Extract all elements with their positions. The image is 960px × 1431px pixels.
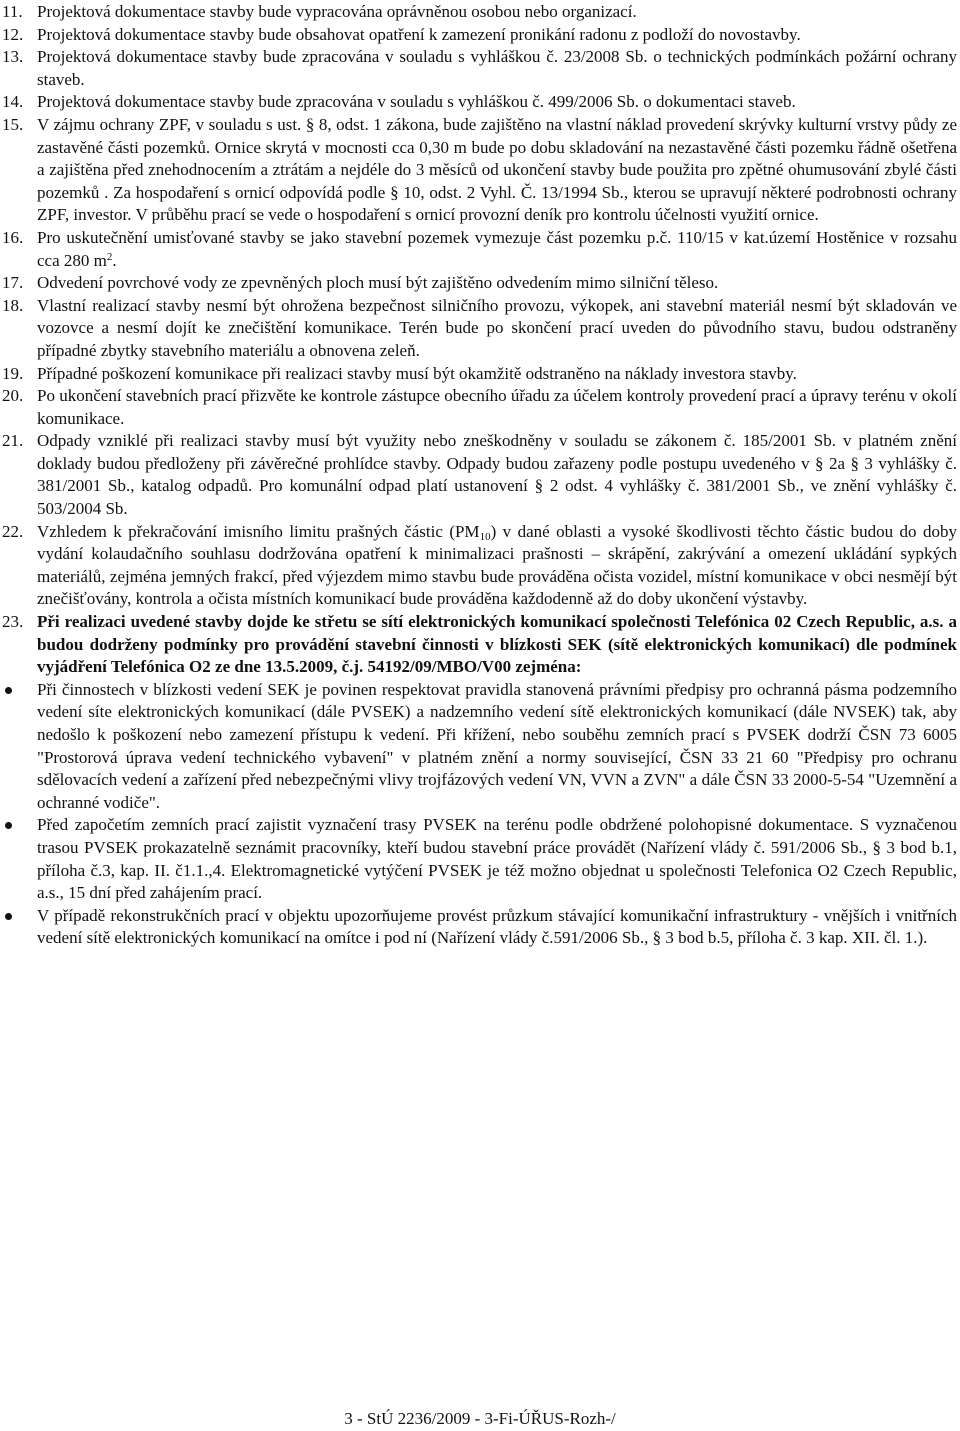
conditions-list bbox=[2, 1, 957, 679]
item-text-part: . bbox=[112, 250, 117, 270]
list-item bbox=[2, 385, 957, 430]
list-item bbox=[2, 295, 957, 363]
item-text-part: Pro uskutečnění umisťované stavby se jako stavební pozemek vymezuje část pozemku p.č. 110/15 v kat.území Hostěnice v rozsahu cca 280 m bbox=[37, 227, 957, 270]
item-number: 17. bbox=[2, 273, 24, 293]
item-text: Případné poškození komunikace při realizaci stavby musí být okamžitě odstraněno na náklady investora stavby. bbox=[37, 363, 797, 383]
list-item bbox=[2, 521, 957, 611]
item-text: Při realizaci uvedené stavby dojde ke střetu se sítí elektronických komunikací společnosti Telefónica 02 Czech Republic, a.s. a budou dodrženy podmínky pro provádění stavební činnosti v blízkosti SEK (sítě elektronických komunikací) dle podmínek vyjádření Telefónica O2 ze dne 13.5.2009, č.j. 54192/09/MBO/V00 zejména: bbox=[37, 612, 957, 677]
item-text: Po ukončení stavebních prací přizvěte ke kontrole zástupce obecního úřadu za účelem kontroly provedení prací a úpravy terénu v okolí komunikace. bbox=[37, 386, 957, 428]
bullet-icon bbox=[5, 913, 12, 920]
list-item bbox=[2, 430, 957, 520]
bullet-icon bbox=[5, 687, 12, 694]
bullet-text: Při činnostech v blízkosti vedení SEK je povinen respektovat pravidla stanovená právními předpisy pro ochranná pásma podzemního vedení síte elektronických komunikací (dále PVSEK) a nadzemního vedení sítě elektronických komunikací (dále NVSEK) tak, aby nedošlo k poškození nebo zamezení přístupu k vedení. Při křížení, nebo souběhu zemních prací s PVSEK dodrží ČSN 73 6005 "Prostorová úprava vedení technického vybavení" v platném znění a normy související, ČSN 33 21 60 "Předpisy pro ochranu sdělovacích vedení a zařízení před nebezpečnými vlivy trojfázových vedení VN, VVN a ZVN" a dále ČSN 33 2000-5-54 "Uzemnění a ochranné vodiče". bbox=[37, 679, 957, 812]
item-text: Vlastní realizací stavby nesmí být ohrožena bezpečnost silničního provozu, výkopek, ani stavební materiál nesmí být skladován ve vozovce a nesmí dojít ke znečištění komunikace. Terén bude po skončení prací uveden do původního stavu, budou odstraněny případné zbytky stavebního materiálu a obnovena zeleň. bbox=[37, 295, 957, 360]
list-item bbox=[2, 227, 957, 272]
item-text: Odvedení povrchové vody ze zpevněných ploch musí být zajištěno odvedením mimo silniční těleso. bbox=[37, 273, 719, 293]
list-item bbox=[2, 272, 957, 295]
item-number: 12. bbox=[2, 24, 24, 44]
list-item bbox=[2, 114, 957, 227]
item-text-part: Vzhledem k překračování imisního limitu prašných částic (PM bbox=[37, 521, 480, 541]
telefonica-conditions-list bbox=[2, 679, 957, 950]
document-page bbox=[2, 1, 957, 950]
item-number: 22. bbox=[2, 521, 24, 541]
list-item bbox=[2, 46, 957, 91]
item-number: 18. bbox=[2, 295, 24, 315]
list-item bbox=[2, 611, 957, 679]
item-text-part: ) v dané oblasti a vysoké škodlivosti těchto částic budou do doby vydání kolaudačního souhlasu dodržována opatření k minimalizaci prašnosti – skrápění, zakrývání a omezení ukládání sypkých materiálů, zejména jemných frakcí, před výjezdem mimo stavbu bude prováděna očista vozidel, místní komunikace v obci nesmějí být znečišťovány, kontrola a očista místních komunikací bude prováděna každodenně až do doby ukončení výstavby. bbox=[37, 521, 957, 609]
item-text: Projektová dokumentace stavby bude zpracována v souladu s vyhláškou č. 499/2006 Sb. o dokumentaci staveb. bbox=[37, 92, 796, 112]
item-text: Projektová dokumentace stavby bude zpracována v souladu s vyhláškou č. 23/2008 Sb. o technických podmínkách požární ochrany staveb. bbox=[37, 47, 957, 89]
item-text: V zájmu ochrany ZPF, v souladu s ust. § 8, odst. 1 zákona, bude zajištěno na vlastní náklad provedení skrývky kulturní vrstvy půdy ze zastavěné části pozemků. Ornice skrytá v mocnosti cca 0,30 m bude po dobu skladování na nezastavěné části pozemku řádně ošetřena a zajištěna před znehodnocením a ztrátám a nejdéle do 3 měsíců od ukončení stavby bude použita pro zpětné ohumusování zbylé části pozemků . Za hospodaření s ornicí odpovídá podle § 10, odst. 2 Vyhl. Č. 13/1994 Sb., kterou se upravují některé podrobnosti ochrany ZPF, investor. V průběhu prací se vede o hospodaření s ornicí provozní deník pro kontrolu účelnosti využití ornice. bbox=[37, 114, 957, 225]
bullet-icon bbox=[5, 822, 12, 829]
item-number: 16. bbox=[2, 227, 24, 247]
subscript: 10 bbox=[479, 530, 491, 543]
list-item bbox=[2, 1, 957, 24]
item-number: 11. bbox=[2, 2, 23, 21]
bullet-item bbox=[2, 814, 957, 904]
item-number: 19. bbox=[2, 363, 24, 383]
item-text bbox=[37, 522, 957, 609]
item-number: 23. bbox=[2, 612, 24, 632]
item-number: 14. bbox=[2, 92, 24, 112]
bullet-text: Před započetím zemních prací zajistit vyznačení trasy PVSEK na terénu podle obdržené polohopisné dokumentace. S vyznačenou trasou PVSEK prokazatelně seznámit pracovníky, kteří budou stavební práce provádět (Nařízení vlády č. 591/2006 Sb., § 3 bod b.1, příloha č.3, kap. II. č1.1.,4. Elektromagnetické vytýčení PVSEK je též možno objednat u společnosti Telefonica O2 Czech Republic, a.s., 15 dní před zahájením prací. bbox=[37, 815, 957, 903]
item-number: 15. bbox=[2, 114, 24, 134]
bullet-item bbox=[2, 905, 957, 950]
item-number: 21. bbox=[2, 431, 24, 451]
bullet-item bbox=[2, 679, 957, 815]
item-number: 20. bbox=[2, 386, 24, 406]
list-item bbox=[2, 363, 957, 386]
list-item bbox=[2, 91, 957, 114]
item-text: Odpady vzniklé při realizaci stavby musí být využity nebo zneškodněny v souladu se zákonem č. 185/2001 Sb. v platném znění doklady budou předloženy při závěrečné prohlídce stavby. Odpady budou zařazeny podle postupu uvedeného v § 2a § 3 vyhlášky č. 381/2001 Sb., katalog odpadů. Pro komunální odpad platí ustanovení § 2 odst. 4 vyhlášky č. 381/2001 Sb., ve znění vyhlášky č. 503/2004 Sb. bbox=[37, 431, 957, 519]
list-item bbox=[2, 24, 957, 47]
superscript: 2 bbox=[106, 250, 113, 263]
item-text: Projektová dokumentace stavby bude vypracována oprávněnou osobou nebo organizací. bbox=[37, 2, 637, 21]
bullet-text: V případě rekonstrukčních prací v objektu upozorňujeme provést průzkum stávající komunikační infrastruktury - vnějších i vnitřních vedení sítě elektronických komunikací na omítce i pod ní (Nařízení vlády č.591/2006 Sb., § 3 bod b.5, příloha č. 3 kap. XII. čl. 1.). bbox=[37, 905, 957, 948]
item-text: Projektová dokumentace stavby bude obsahovat opatření k zamezení pronikání radonu z podloží do novostavby. bbox=[37, 24, 801, 44]
page-footer: 3 - StÚ 2236/2009 - 3-Fi-ÚŘUS-Rozh-/ bbox=[344, 1409, 616, 1428]
item-number: 13. bbox=[2, 47, 24, 67]
item-text bbox=[37, 228, 957, 270]
